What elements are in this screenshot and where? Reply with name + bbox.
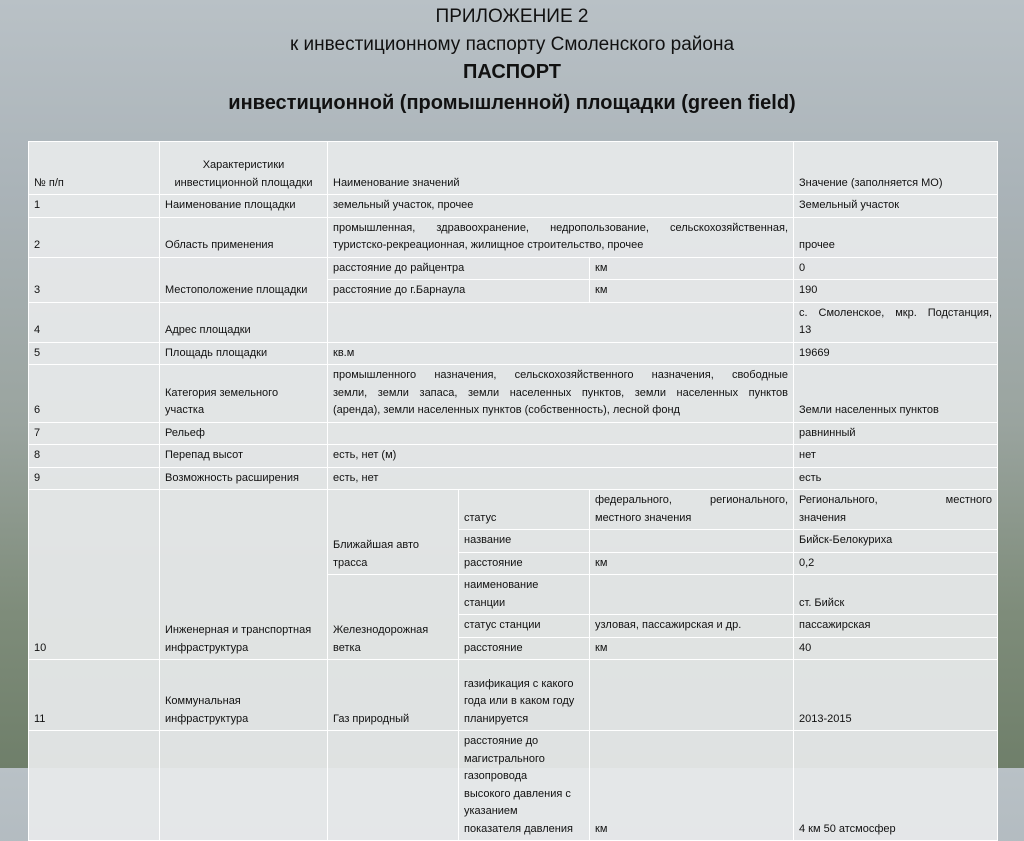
row-number: 4	[29, 302, 160, 342]
header-num: № п/п	[29, 142, 160, 195]
road-status-label: статус	[459, 490, 590, 530]
row-mo-value: нет	[794, 445, 998, 468]
row-value-name	[328, 302, 794, 342]
row-unit: км	[590, 257, 794, 280]
row-value-name	[328, 422, 794, 445]
row-value-name	[328, 217, 794, 257]
station-name-unit	[590, 575, 794, 615]
header-value-names: Наименование значений	[328, 142, 794, 195]
road-status-options-line: местного значения	[595, 511, 692, 524]
row-characteristic-line: Инженерная и транспортная	[165, 624, 312, 636]
row-value-name: расстояние до г.Барнаула	[328, 280, 590, 303]
row-number: 11	[29, 660, 160, 731]
appendix-subtitle: к инвестиционному паспорту Смоленского района	[289, 34, 735, 55]
pipeline-distance-mo: 4 км 50 атсмосфер	[794, 731, 998, 841]
row-value-name-line: промышленная, здравоохранение, недропользование, сельскохозяйственная,	[333, 221, 788, 234]
road-name-mo: Бийск-Белокуриха	[794, 530, 998, 553]
road-name-label: название	[459, 530, 590, 553]
row-mo-value: равнинный	[794, 422, 998, 445]
row-value-name: кв.м	[328, 342, 794, 365]
row-characteristic	[160, 490, 328, 660]
gas-label	[328, 731, 459, 841]
row-characteristic	[160, 660, 328, 731]
gas-label: Газ природный	[328, 660, 459, 731]
row-mo-value: есть	[794, 467, 998, 490]
table-row	[29, 195, 998, 218]
road-status-options	[590, 490, 794, 530]
row-characteristic: Перепад высот	[160, 445, 328, 468]
table-row	[29, 422, 998, 445]
row-value-name-line: туристско-рекреационная, жилищное строительство, прочее	[333, 239, 644, 251]
row-characteristic: Наименование площадки	[160, 195, 328, 218]
road-label-line: трасса	[333, 556, 368, 569]
pipeline-distance-unit: км	[590, 731, 794, 841]
table-row	[29, 342, 998, 365]
road-distance-unit: км	[590, 552, 794, 575]
road-status-mo	[794, 490, 998, 530]
row-number: 1	[29, 195, 160, 218]
row-characteristic-line: инфраструктура	[165, 641, 249, 654]
row-value-name: есть, нет	[328, 467, 794, 490]
row-mo-value: Земельный участок	[794, 195, 998, 218]
row-number: 9	[29, 467, 160, 490]
rail-distance-unit: км	[590, 637, 794, 660]
document-title: ПАСПОРТ	[463, 61, 561, 83]
row-value-name-line: (аренда), земли населенных пунктов (собственность), лесной фонд	[333, 404, 680, 416]
row-value-name-line: земли, земли запаса, земли населенных пунктов, земли населенных пунктов	[333, 386, 788, 399]
row-value-name: расстояние до райцентра	[328, 257, 590, 280]
row-mo-value: 0	[794, 257, 998, 280]
table-row	[29, 490, 998, 530]
road-distance-mo: 0,2	[794, 552, 998, 575]
row-characteristic: Местоположение площадки	[160, 257, 328, 302]
row-value-name: есть, нет (м)	[328, 445, 794, 468]
row-number	[29, 731, 160, 841]
row-unit: км	[590, 280, 794, 303]
station-name-mo: ст. Бийск	[794, 575, 998, 615]
gasification-year-line: планируется	[464, 712, 529, 725]
station-status-options: узловая, пассажирская и др.	[590, 615, 794, 638]
gasification-year-mo: 2013-2015	[794, 660, 998, 731]
table-row	[29, 217, 998, 257]
table-row	[29, 365, 998, 423]
row-value-name-line: промышленного назначения, сельскохозяйственного назначения, свободные	[333, 369, 788, 381]
pipeline-distance-line: расстояние до	[464, 735, 539, 747]
road-name-unit	[590, 530, 794, 553]
table-row	[29, 660, 998, 731]
station-status-mo: пассажирская	[794, 615, 998, 638]
row-characteristic: Адрес площадки	[160, 302, 328, 342]
rail-distance-label: расстояние	[459, 637, 590, 660]
row-mo-value-line: с. Смоленское, мкр. Подстанция,	[799, 306, 992, 319]
row-characteristic-line: участка	[165, 404, 205, 416]
table-row	[29, 445, 998, 468]
row-value-name	[328, 365, 794, 423]
row-characteristic: Область применения	[160, 217, 328, 257]
pipeline-distance-line: указанием	[464, 805, 518, 817]
row-mo-value: 19669	[794, 342, 998, 365]
row-characteristic-line: инфраструктура	[165, 712, 249, 725]
pipeline-distance-line: высокого давления с	[464, 787, 571, 800]
row-characteristic	[160, 365, 328, 423]
header-characteristics-line2: инвестиционной площадки	[174, 176, 313, 189]
row-value-name: земельный участок, прочее	[328, 195, 794, 218]
row-characteristic-line: Коммунальная	[165, 695, 241, 707]
station-status-label: статус станции	[459, 615, 590, 638]
row-number: 2	[29, 217, 160, 257]
row-mo-value-line: 13	[799, 324, 812, 336]
gasification-year-line: газификация с какого	[464, 677, 574, 690]
row-number: 7	[29, 422, 160, 445]
gasification-year-line: года или в каком году	[464, 695, 575, 707]
rail-label-line: ветка	[333, 641, 361, 654]
table-row	[29, 731, 998, 841]
table-row	[29, 467, 998, 490]
rail-label-line: Железнодорожная	[333, 624, 429, 636]
row-number: 10	[29, 490, 160, 660]
pipeline-distance-line: магистрального	[464, 752, 545, 765]
table-row	[29, 257, 998, 280]
row-number: 6	[29, 365, 160, 423]
road-label	[328, 490, 459, 575]
row-characteristic-line: Категория земельного	[165, 386, 279, 399]
row-mo-value: прочее	[794, 217, 998, 257]
table-header-row	[29, 142, 998, 195]
road-status-mo-line: Регионального, местного	[799, 494, 992, 506]
row-characteristic: Рельеф	[160, 422, 328, 445]
row-mo-value: 190	[794, 280, 998, 303]
rail-label	[328, 575, 459, 660]
header-mo-value: Значение (заполняется МО)	[794, 142, 998, 195]
station-name-label	[459, 575, 590, 615]
row-characteristic: Возможность расширения	[160, 467, 328, 490]
passport-table	[28, 141, 998, 841]
pipeline-distance-line: газопровода	[464, 770, 528, 782]
road-status-options-line: федерального, регионального,	[595, 494, 788, 506]
station-name-label-line: станции	[464, 596, 506, 609]
row-mo-value: Земли населенных пунктов	[794, 365, 998, 423]
row-number: 5	[29, 342, 160, 365]
row-characteristic	[160, 731, 328, 841]
pipeline-distance-label	[459, 731, 590, 841]
pipeline-distance-line: показателя давления	[464, 822, 573, 835]
station-name-label-line: наименование	[464, 579, 539, 591]
road-label-line: Ближайшая авто	[333, 539, 419, 551]
road-distance-label: расстояние	[459, 552, 590, 575]
row-number: 3	[29, 257, 160, 302]
header-characteristics-line1: Характеристики	[202, 159, 285, 171]
appendix-label: ПРИЛОЖЕНИЕ 2	[435, 6, 589, 27]
rail-distance-mo: 40	[794, 637, 998, 660]
gasification-year-label	[459, 660, 590, 731]
road-status-mo-line: значения	[799, 511, 847, 524]
row-mo-value	[794, 302, 998, 342]
table-row	[29, 302, 998, 342]
gasification-year-unit	[590, 660, 794, 731]
row-characteristic: Площадь площадки	[160, 342, 328, 365]
document-subtitle: инвестиционной (промышленной) площадки (green field)	[228, 92, 796, 114]
header-characteristics	[160, 142, 328, 195]
row-number: 8	[29, 445, 160, 468]
